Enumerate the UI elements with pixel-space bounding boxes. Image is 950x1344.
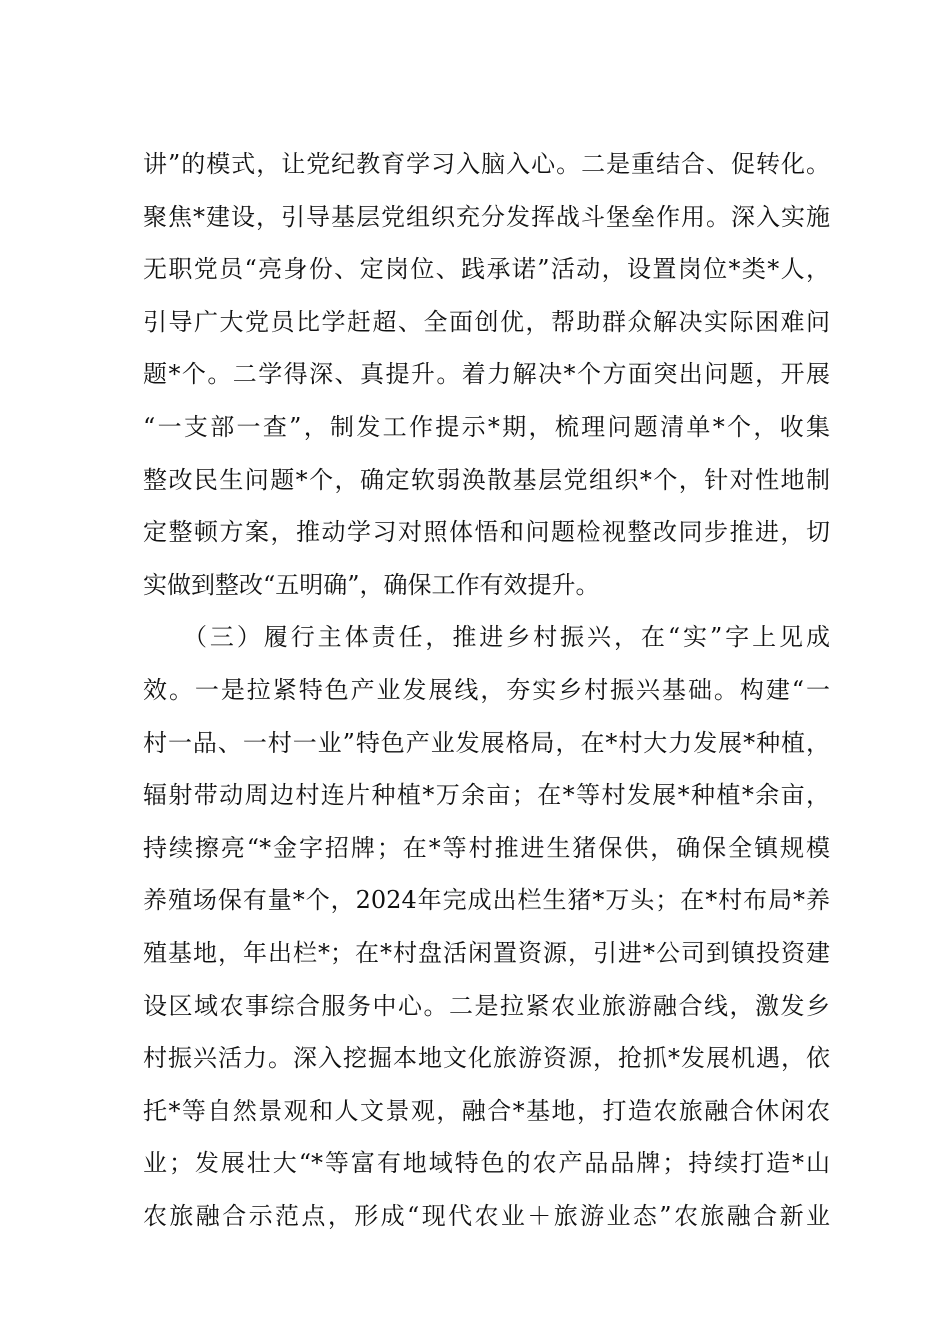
text-line: 聚焦*建设，引导基层党组织充分发挥战斗堡垒作用。深入实施 (143, 202, 830, 231)
text-line: 农旅融合示范点，形成“现代农业＋旅游业态”农旅融合新业 (143, 1201, 830, 1230)
text-line: 引导广大党员比学赶超、全面创优，帮助群众解决实际困难问 (143, 307, 830, 336)
section-heading-line: （三）履行主体责任，推进乡村振兴，在“实”字上见成 (183, 623, 830, 652)
text-line: 村一品、一村一业”特色产业发展格局，在*村大力发展*种植， (143, 728, 830, 757)
text-line: 殖基地，年出栏*；在*村盘活闲置资源，引进*公司到镇投资建 (143, 938, 830, 967)
text-line: 托*等自然景观和人文景观，融合*基地，打造农旅融合休闲农 (143, 1096, 830, 1125)
document-body (143, 138, 830, 1242)
text-line: 持续擦亮“*金字招牌；在*等村推进生猪保供，确保全镇规模 (143, 833, 830, 862)
text-line: 定整顿方案，推动学习对照体悟和问题检视整改同步推进，切 (143, 518, 830, 547)
text-line: 设区域农事综合服务中心。二是拉紧农业旅游融合线，激发乡 (143, 991, 830, 1020)
text-line: 无职党员“亮身份、定岗位、践承诺”活动，设置岗位*类*人， (143, 255, 830, 284)
text-line: 题*个。二学得深、真提升。着力解决*个方面突出问题，开展 (143, 360, 830, 389)
text-line: 实做到整改“五明确”，确保工作有效提升。 (143, 570, 600, 599)
text-line: 村振兴活力。深入挖掘本地文化旅游资源，抢抓*发展机遇，依 (143, 1044, 830, 1073)
text-line: 效。一是拉紧特色产业发展线，夯实乡村振兴基础。构建“一 (143, 675, 830, 704)
text-line: 养殖场保有量*个，2024年完成出栏生猪*万头；在*村布局*养 (143, 886, 830, 915)
text-line: 业；发展壮大“*等富有地域特色的农产品品牌；持续打造*山 (143, 1149, 830, 1178)
text-line: 整改民生问题*个，确定软弱涣散基层党组织*个，针对性地制 (143, 465, 830, 494)
text-line: 讲”的模式，让党纪教育学习入脑入心。二是重结合、促转化。 (143, 150, 830, 178)
text-line: “一支部一查”，制发工作提示*期，梳理问题清单*个，收集 (143, 412, 830, 441)
text-line: 辐射带动周边村连片种植*万余亩；在*等村发展*种植*余亩， (143, 781, 830, 810)
